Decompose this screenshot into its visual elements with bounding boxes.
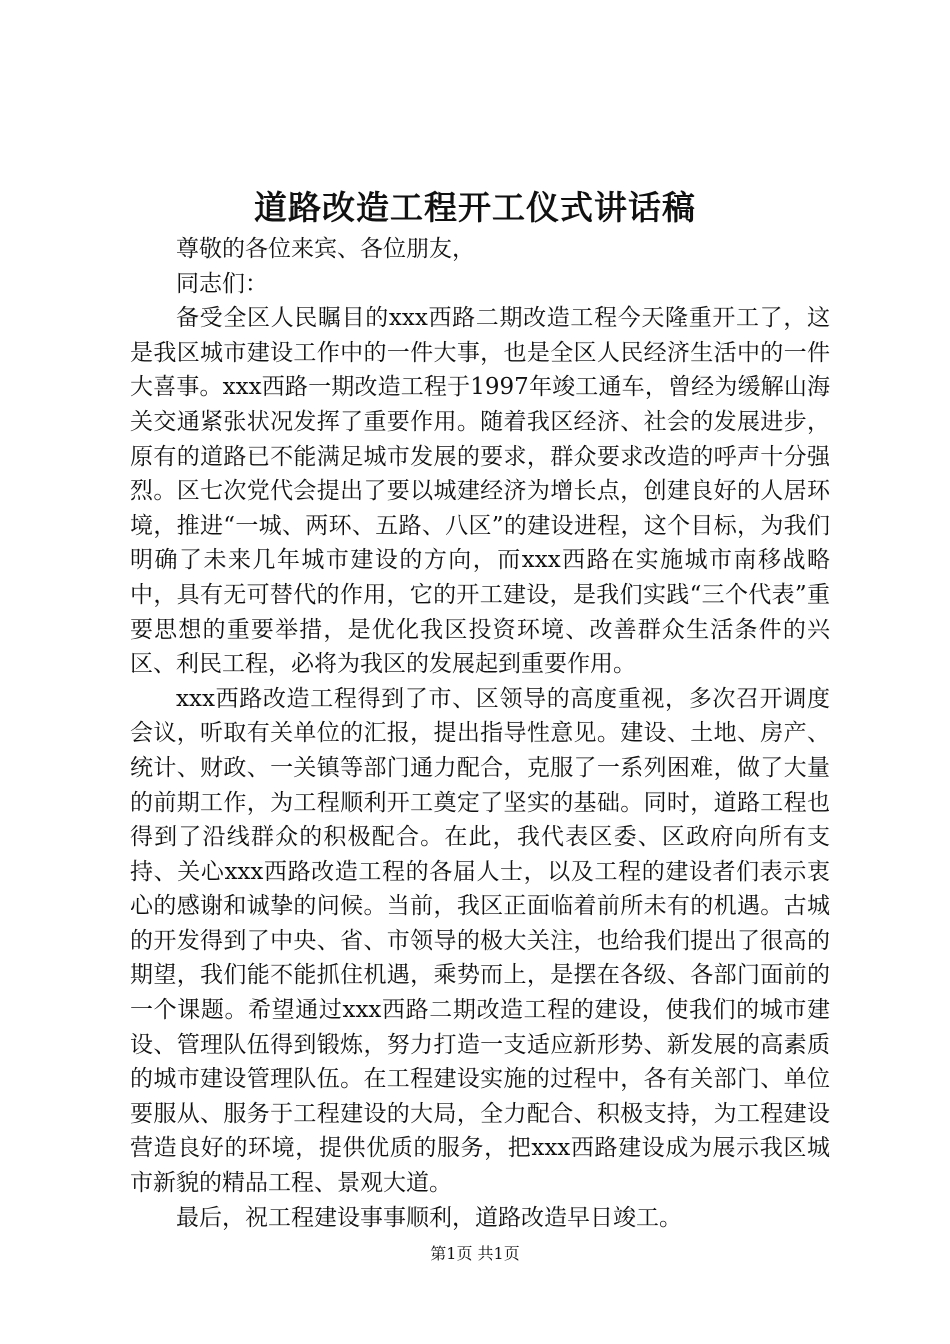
paragraph-project-intro: 备受全区人民瞩目的xxx西路二期改造工程今天隆重开工了，这是我区城市建设工作中的一件大事，也是全区人民经济生活中的一件大喜事。xxx西路一期改造工程于1997年竣工通车，曾经为缓解山海关交通紧张状况发挥了重要作用。随着我区经济、社会的发展进步，原有的道路已不能满足城市发展的要求，群众要求改造的呼声十分强烈。区七次党代会提出了要以城建经济为增长点，创建良好的人居环境，推进“一城、两环、五路、八区”的建设进程，这个目标，为我们明确了未来几年城市建设的方向，而xxx西路在实施城市南移战略中，具有无可替代的作用，它的开工建设，是我们实践“三个代表”重要思想的重要举措，是优化我区投资环境、改善群众生活条件的兴区、利民工程，必将为我区的发展起到重要作用。 <box>130 305 830 678</box>
paragraph-support-thanks: xxx西路改造工程得到了市、区领导的高度重视，多次召开调度会议，听取有关单位的汇报，提出指导性意见。建设、土地、房产、统计、财政、一关镇等部门通力配合，克服了一系列困难，做了大量的前期工作，为工程顺利开工奠定了坚实的基础。同时，道路工程也得到了沿线群众的积极配合。在此，我代表区委、区政府向所有支持、关心xxx西路改造工程的各届人士，以及工程的建设者们表示衷心的感谢和诚挚的问候。当前，我区正面临着前所未有的机遇。古城的开发得到了中央、省、市领导的极大关注，也给我们提出了很高的期望，我们能不能抓住机遇，乘势而上，是摆在各级、各部门面前的一个课题。希望通过xxx西路二期改造工程的建设，使我们的城市建设、管理队伍得到锻炼，努力打造一支适应新形势、新发展的高素质的城市建设管理队伍。在工程建设实施的过程中，各有关部门、单位要服从、服务于工程建设的大局，全力配合、积极支持，为工程建设营造良好的环境，提供优质的服务，把xxx西路建设成为展示我区城市新貌的精品工程、景观大道。 <box>130 685 830 1197</box>
paragraph-closing-wish: 最后，祝工程建设事事顺利，道路改造早日竣工。 <box>176 1204 682 1231</box>
document-title: 道路改造工程开工仪式讲话稿 <box>254 188 696 227</box>
salutation-guests: 尊敬的各位来宾、各位朋友， <box>176 236 475 262</box>
salutation-comrades: 同志们： <box>176 270 268 297</box>
document-body <box>130 232 830 1235</box>
page-number-footer: 第1页 共1页 <box>430 1244 520 1263</box>
